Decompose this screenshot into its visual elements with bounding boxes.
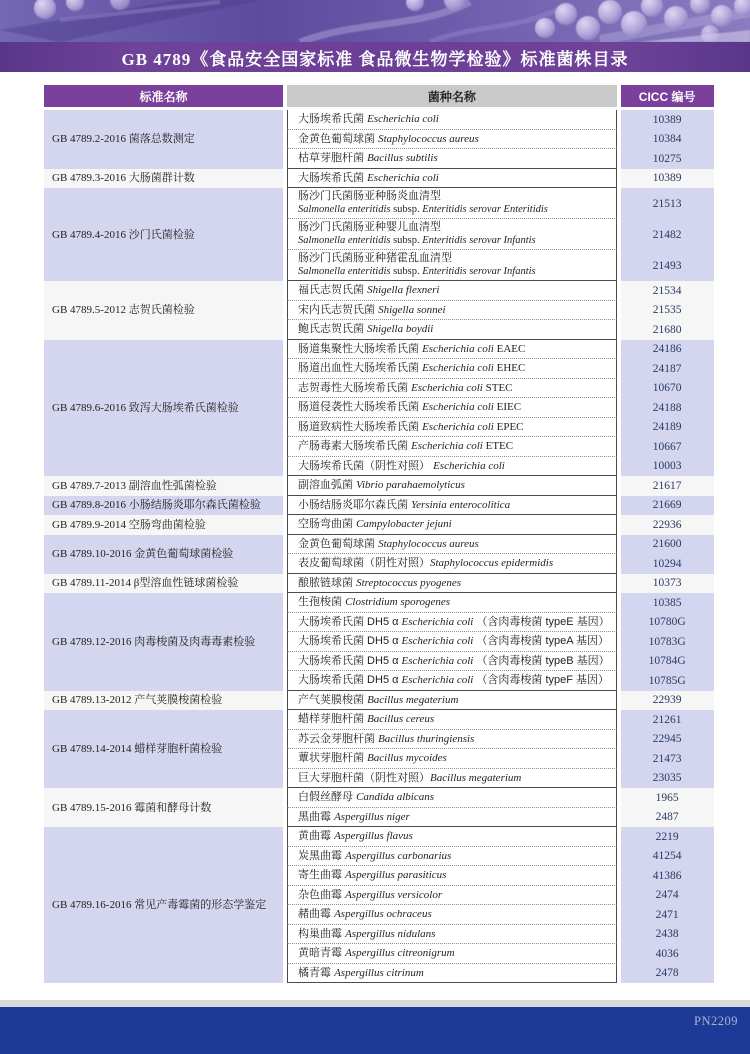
cicc-number-cell: 10780G bbox=[621, 613, 714, 633]
standards-table bbox=[40, 85, 718, 983]
strain-name-cell: 宋内氏志贺氏菌 Shigella sonnei bbox=[287, 301, 617, 321]
strain-name-cell: 苏云金芽胞杆菌 Bacillus thuringiensis bbox=[287, 730, 617, 750]
cicc-number-cell: 4036 bbox=[621, 944, 714, 964]
cicc-number-cell: 10783G bbox=[621, 632, 714, 652]
cicc-number-cell: 2474 bbox=[621, 886, 714, 906]
cicc-number-cell: 21600 bbox=[621, 535, 714, 555]
table-row bbox=[44, 476, 714, 496]
strain-name-cell: 枯草芽胞杆菌 Bacillus subtilis bbox=[287, 149, 617, 169]
strain-name-cell: 橘青霉 Aspergillus citrinum bbox=[287, 964, 617, 984]
cicc-number-cell: 2478 bbox=[621, 964, 714, 984]
cicc-number-cell: 21261 bbox=[621, 710, 714, 730]
cicc-number-cell: 21680 bbox=[621, 320, 714, 340]
standard-name-cell: GB 4789.10-2016 金黄色葡萄球菌检验 bbox=[44, 535, 283, 574]
strain-name-cell: 炭黑曲霉 Aspergillus carbonarius bbox=[287, 847, 617, 867]
cicc-number-cell: 24189 bbox=[621, 418, 714, 438]
standard-name-cell: GB 4789.5-2012 志贺氏菌检验 bbox=[44, 281, 283, 340]
standard-name-cell: GB 4789.3-2016 大肠菌群计数 bbox=[44, 169, 283, 189]
strain-name-cell: 构巢曲霉 Aspergillus nidulans bbox=[287, 925, 617, 945]
strain-name-cell: 生孢梭菌 Clostridium sporogenes bbox=[287, 593, 617, 613]
strain-name-cell: 大肠埃希氏菌 DH5 α Escherichia coli （含肉毒梭菌 typeB 基因） bbox=[287, 652, 617, 672]
strain-name-cell: 蜡样芽胞杆菌 Bacillus cereus bbox=[287, 710, 617, 730]
cicc-number-cell: 10373 bbox=[621, 574, 714, 594]
cicc-number-cell: 21669 bbox=[621, 496, 714, 516]
cicc-number-cell: 10384 bbox=[621, 130, 714, 150]
cicc-number-cell: 21482 bbox=[621, 219, 714, 250]
cicc-number-cell: 10389 bbox=[621, 110, 714, 130]
strain-name-cell: 志贺毒性大肠埃希氏菌 Escherichia coli STEC bbox=[287, 379, 617, 399]
cicc-number-cell: 22939 bbox=[621, 691, 714, 711]
cicc-number-cell: 10003 bbox=[621, 457, 714, 477]
strain-name-cell: 大肠埃希氏菌 Escherichia coli bbox=[287, 110, 617, 130]
table-row bbox=[44, 281, 714, 301]
strain-name-cell: 金黄色葡萄球菌 Staphylococcus aureus bbox=[287, 130, 617, 150]
cicc-number-cell: 24186 bbox=[621, 340, 714, 360]
cicc-number-cell: 10294 bbox=[621, 554, 714, 574]
cicc-number-cell: 2438 bbox=[621, 925, 714, 945]
cicc-number-cell: 10784G bbox=[621, 652, 714, 672]
strain-name-cell: 大肠埃希氏菌 Escherichia coli bbox=[287, 169, 617, 189]
table-header-row bbox=[44, 85, 714, 110]
table-row bbox=[44, 593, 714, 613]
page-title: GB 4789《食品安全国家标准 食品微生物学检验》标准菌株目录 bbox=[121, 49, 629, 69]
cicc-number-cell: 2487 bbox=[621, 808, 714, 828]
strain-name-cell: 产肠毒素大肠埃希氏菌 Escherichia coli ETEC bbox=[287, 437, 617, 457]
strain-name-cell: 肠道出血性大肠埃希氏菌 Escherichia coli EHEC bbox=[287, 359, 617, 379]
strain-name-cell: 巨大芽胞杆菌（阴性对照）Bacillus megaterium bbox=[287, 769, 617, 789]
cicc-number-cell: 21617 bbox=[621, 476, 714, 496]
standard-name-cell: GB 4789.6-2016 致泻大肠埃希氏菌检验 bbox=[44, 340, 283, 477]
standard-name-cell: GB 4789.4-2016 沙门氏菌检验 bbox=[44, 188, 283, 281]
table-row bbox=[44, 169, 714, 189]
standard-name-cell: GB 4789.16-2016 常见产毒霉菌的形态学鉴定 bbox=[44, 827, 283, 983]
table-row bbox=[44, 496, 714, 516]
strain-name-cell: 肠道侵袭性大肠埃希氏菌 Escherichia coli EIEC bbox=[287, 398, 617, 418]
table-row bbox=[44, 788, 714, 808]
footer-divider bbox=[0, 1000, 750, 1007]
cicc-number-cell: 10385 bbox=[621, 593, 714, 613]
cicc-number-cell: 10785G bbox=[621, 671, 714, 691]
strain-name-cell: 肠道集聚性大肠埃希氏菌 Escherichia coli EAEC bbox=[287, 340, 617, 360]
strain-name-cell: 杂色曲霉 Aspergillus versicolor bbox=[287, 886, 617, 906]
page-code: PN2209 bbox=[694, 1014, 738, 1028]
cicc-number-cell: 23035 bbox=[621, 769, 714, 789]
strain-name-cell: 肠道致病性大肠埃希氏菌 Escherichia coli EPEC bbox=[287, 418, 617, 438]
standard-name-cell: GB 4789.13-2012 产气荚膜梭菌检验 bbox=[44, 691, 283, 711]
table-row bbox=[44, 110, 714, 130]
column-header-cicc-number: CICC 编号 bbox=[621, 85, 714, 110]
title-bar bbox=[0, 42, 750, 72]
standard-name-cell: GB 4789.14-2014 蜡样芽胞杆菌检验 bbox=[44, 710, 283, 788]
strain-name-cell: 酿脓链球菌 Streptococcus pyogenes bbox=[287, 574, 617, 594]
cicc-number-cell: 10667 bbox=[621, 437, 714, 457]
strain-name-cell: 黑曲霉 Aspergillus niger bbox=[287, 808, 617, 828]
cicc-number-cell: 10275 bbox=[621, 149, 714, 169]
strain-name-cell: 肠沙门氏菌肠亚种婴儿血清型 Salmonella enteritidis subsp. Enteritidis serovar Infantis bbox=[287, 219, 617, 250]
cicc-number-cell: 1965 bbox=[621, 788, 714, 808]
table-row bbox=[44, 515, 714, 535]
cicc-number-cell: 10389 bbox=[621, 169, 714, 189]
standard-name-cell: GB 4789.9-2014 空肠弯曲菌检验 bbox=[44, 515, 283, 535]
cicc-number-cell: 21535 bbox=[621, 301, 714, 321]
cicc-number-cell: 24187 bbox=[621, 359, 714, 379]
standard-name-cell: GB 4789.8-2016 小肠结肠炎耶尔森氏菌检验 bbox=[44, 496, 283, 516]
cicc-number-cell: 21493 bbox=[621, 250, 714, 281]
table-row bbox=[44, 710, 714, 730]
standard-name-cell: GB 4789.11-2014 β型溶血性链球菌检验 bbox=[44, 574, 283, 594]
microbes-banner-image bbox=[0, 0, 750, 42]
strain-name-cell: 蕈状芽胞杆菌 Bacillus mycoides bbox=[287, 749, 617, 769]
strain-name-cell: 大肠埃希氏菌（阴性对照） Escherichia coli bbox=[287, 457, 617, 477]
strain-name-cell: 福氏志贺氏菌 Shigella flexneri bbox=[287, 281, 617, 301]
strain-name-cell: 大肠埃希氏菌 DH5 α Escherichia coli （含肉毒梭菌 typeE 基因） bbox=[287, 613, 617, 633]
strain-name-cell: 寄生曲霉 Aspergillus parasiticus bbox=[287, 866, 617, 886]
table-row bbox=[44, 340, 714, 360]
strain-name-cell: 大肠埃希氏菌 DH5 α Escherichia coli （含肉毒梭菌 typeF 基因） bbox=[287, 671, 617, 691]
standard-name-cell: GB 4789.15-2016 霉菌和酵母计数 bbox=[44, 788, 283, 827]
standard-name-cell: GB 4789.12-2016 肉毒梭菌及肉毒毒素检验 bbox=[44, 593, 283, 691]
table-row bbox=[44, 574, 714, 594]
standard-name-cell: GB 4789.7-2013 副溶血性弧菌检验 bbox=[44, 476, 283, 496]
cicc-number-cell: 41254 bbox=[621, 847, 714, 867]
table-row bbox=[44, 535, 714, 555]
cicc-number-cell: 22936 bbox=[621, 515, 714, 535]
table-container bbox=[40, 85, 718, 983]
strain-name-cell: 肠沙门氏菌肠亚种猪霍乱血清型 Salmonella enteritidis subsp. Enteritidis serovar Infantis bbox=[287, 250, 617, 281]
cicc-number-cell: 22945 bbox=[621, 730, 714, 750]
footer-bar bbox=[0, 1007, 750, 1054]
strain-name-cell: 鲍氏志贺氏菌 Shigella boydii bbox=[287, 320, 617, 340]
strain-name-cell: 黄暗青霉 Aspergillus citreonigrum bbox=[287, 944, 617, 964]
strain-name-cell: 金黄色葡萄球菌 Staphylococcus aureus bbox=[287, 535, 617, 555]
strain-name-cell: 白假丝酵母 Candida albicans bbox=[287, 788, 617, 808]
cicc-number-cell: 2471 bbox=[621, 905, 714, 925]
column-header-strain-name: 菌种名称 bbox=[287, 85, 617, 110]
cicc-number-cell: 41386 bbox=[621, 866, 714, 886]
standard-name-cell: GB 4789.2-2016 菌落总数测定 bbox=[44, 110, 283, 169]
cicc-number-cell: 21473 bbox=[621, 749, 714, 769]
strain-name-cell: 黄曲霉 Aspergillus flavus bbox=[287, 827, 617, 847]
cicc-number-cell: 2219 bbox=[621, 827, 714, 847]
strain-name-cell: 产气荚膜梭菌 Bacillus megaterium bbox=[287, 691, 617, 711]
table-row bbox=[44, 827, 714, 847]
strain-name-cell: 赭曲霉 Aspergillus ochraceus bbox=[287, 905, 617, 925]
cicc-number-cell: 24188 bbox=[621, 398, 714, 418]
cicc-number-cell: 21534 bbox=[621, 281, 714, 301]
cicc-number-cell: 21513 bbox=[621, 188, 714, 219]
column-header-standard-name: 标准名称 bbox=[44, 85, 283, 110]
strain-name-cell: 空肠弯曲菌 Campylobacter jejuni bbox=[287, 515, 617, 535]
table-row bbox=[44, 691, 714, 711]
strain-name-cell: 肠沙门氏菌肠亚种肠炎血清型 Salmonella enteritidis subsp. Enteritidis serovar Enteritidis bbox=[287, 188, 617, 219]
strain-name-cell: 副溶血弧菌 Vibrio parahaemolyticus bbox=[287, 476, 617, 496]
strain-name-cell: 小肠结肠炎耶尔森氏菌 Yersinia enterocolitica bbox=[287, 496, 617, 516]
strain-name-cell: 大肠埃希氏菌 DH5 α Escherichia coli （含肉毒梭菌 typeA 基因） bbox=[287, 632, 617, 652]
table-row bbox=[44, 188, 714, 219]
cicc-number-cell: 10670 bbox=[621, 379, 714, 399]
strain-name-cell: 表皮葡萄球菌（阴性对照）Staphylococcus epidermidis bbox=[287, 554, 617, 574]
